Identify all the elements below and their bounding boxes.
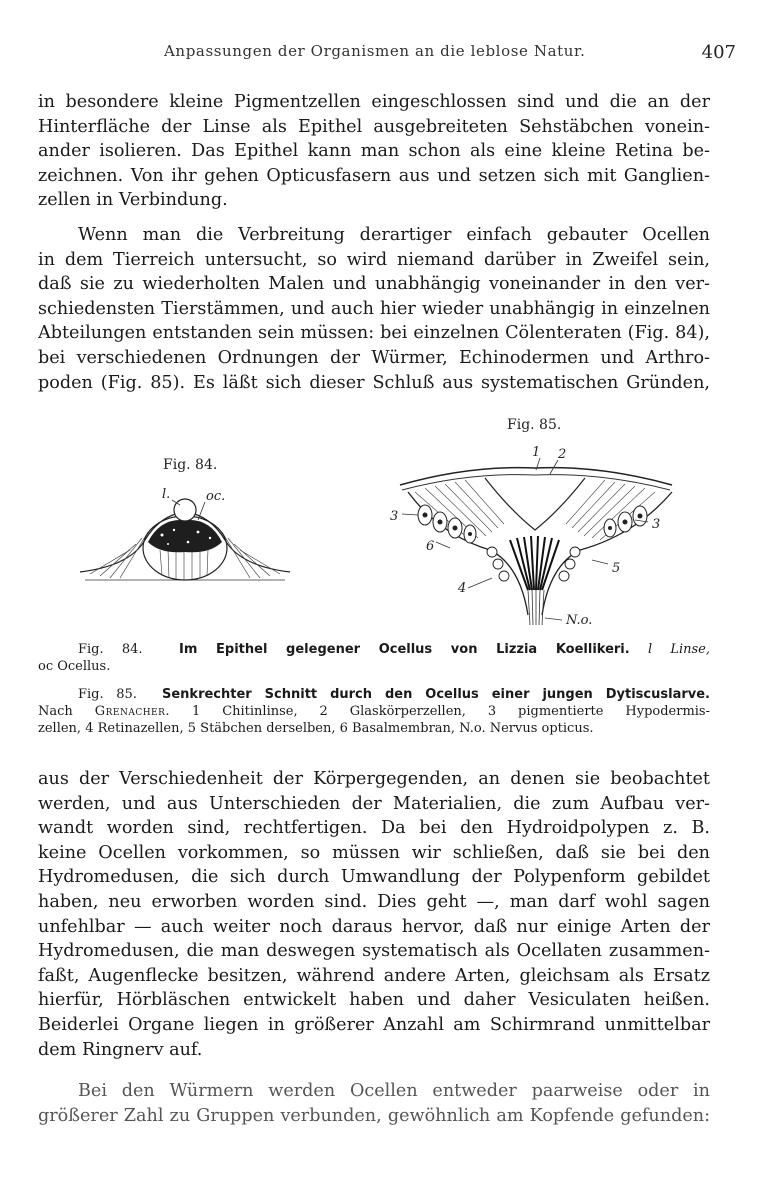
caption-nach: Nach bbox=[38, 704, 73, 719]
caption-line bbox=[38, 686, 710, 703]
caption-line bbox=[38, 703, 710, 720]
caption-title: Senkrechter Schnitt durch den Ocellus einer jungen Dytiscuslarve. bbox=[162, 687, 710, 702]
text-line: daß sie zu wiederholten Malen und unabhängig voneinander in den ver- bbox=[38, 274, 710, 295]
caption-legend: 1 Chitinlinse, 2 Glaskörperzellen, 3 pigmentierte Hypodermis- bbox=[191, 704, 710, 719]
caption-figure-85 bbox=[38, 686, 710, 737]
figure-85-label-1: 1 bbox=[532, 445, 541, 460]
text-line: ander isolieren. Das Epithel kann man schon als eine kleine Retina be- bbox=[38, 141, 710, 162]
paragraph-2 bbox=[38, 223, 710, 395]
figure-85-label-no: N.o. bbox=[566, 613, 593, 628]
text-line: Wenn man die Verbreitung derartiger einfach gebauter Ocellen bbox=[78, 225, 710, 245]
text-line: faßt, Augenflecke besitzen, während andere Arten, gleichsam als Ersatz bbox=[38, 965, 710, 986]
figure-85-label: Fig. 85. bbox=[507, 417, 562, 433]
running-header bbox=[36, 40, 736, 66]
text-line: zeichnen. Von ihr gehen Opticusfasern aus und setzen sich mit Ganglien- bbox=[38, 165, 710, 186]
paragraph-3 bbox=[38, 767, 710, 1062]
text-line: Hydromedusen, die man deswegen systematisch als Ocellaten zusammen- bbox=[38, 941, 710, 962]
text-line: bei verschiedenen Ordnungen der Würmer, Echinodermen und Arthro- bbox=[38, 347, 710, 368]
figure-84-label: Fig. 84. bbox=[163, 457, 218, 473]
figure-85-label-3-right: 3 bbox=[652, 517, 661, 532]
figure-84-ocellus-drawing bbox=[70, 480, 300, 615]
text-line: schiedensten Tierstämmen, und auch hier wieder unabhängig in einzelnen bbox=[38, 298, 710, 319]
figure-85-section-drawing bbox=[380, 440, 690, 630]
text-line: aus der Verschiedenheit der Körpergegenden, an denen sie beobachtet bbox=[38, 769, 710, 789]
caption-line bbox=[38, 641, 710, 658]
text-line: in besondere kleine Pigmentzellen eingeschlossen sind und die an der bbox=[38, 92, 710, 112]
text-line: werden, und aus Unterschieden der Materialien, die zum Aufbau ver- bbox=[38, 793, 710, 814]
figure-85-label-2: 2 bbox=[558, 447, 567, 462]
text-line: haben, neu erworben worden sind. Dies geht —, man darf wohl sagen bbox=[38, 891, 710, 912]
header-title: Anpassungen der Organismen an die leblose Natur. bbox=[164, 42, 586, 60]
text-line: Abteilungen entstanden sein müssen: bei einzelnen Cölenteraten (Fig. 84), bbox=[38, 323, 710, 344]
text-line: Hinterfläche der Linse als Epithel ausgebreiteten Sehstäbchen vonein- bbox=[38, 116, 710, 137]
text-line: poden (Fig. 85). Es läßt sich dieser Schluß aus systematischen Gründen, bbox=[38, 372, 710, 393]
figure-85-label-3-left: 3 bbox=[390, 509, 399, 524]
page-number: 407 bbox=[701, 42, 736, 63]
text-line: hierfür, Hörbläschen entwickelt haben und daher Vesiculaten heißen. bbox=[38, 990, 710, 1011]
figure-85-label-5-right: 5 bbox=[612, 561, 621, 576]
caption-prefix: Fig. 85. bbox=[78, 687, 137, 702]
text-line: keine Ocellen vorkommen, so müssen wir schließen, daß sie bei den bbox=[38, 842, 710, 863]
paragraph-4 bbox=[38, 1079, 710, 1128]
text-line: wandt worden sind, rechtfertigen. Da bei den Hydroidpolypen z. B. bbox=[38, 818, 710, 839]
caption-figure-84 bbox=[38, 641, 710, 675]
text-line: Hydromedusen, die sich durch Umwandlung der Polypenform gebildet bbox=[38, 867, 710, 888]
figure-84-label-lens: l. bbox=[162, 487, 171, 502]
text-line: Beiderlei Organe liegen in größerer Anzahl am Schirmrand unmittelbar bbox=[38, 1014, 710, 1035]
text-line: Bei den Würmern werden Ocellen entweder paarweise oder in bbox=[78, 1081, 710, 1101]
caption-title: Im Epithel gelegener Ocellus von Lizzia Koellikeri. bbox=[179, 642, 630, 657]
figure-84-label-ocellus: oc. bbox=[206, 489, 226, 504]
text-line: in dem Tierreich untersucht, so wird niemand darüber in Zweifel sein, bbox=[38, 249, 710, 270]
caption-line: zellen, 4 Retinazellen, 5 Stäbchen derselben, 6 Basalmembran, N.o. Nervus opticus. bbox=[38, 721, 594, 736]
figure-85-label-4: 4 bbox=[458, 581, 467, 596]
caption-line: oc Ocellus. bbox=[38, 659, 111, 674]
text-line: unfehlbar — auch weiter noch daraus hervor, daß nur einige Arten der bbox=[38, 916, 710, 937]
caption-author: Grenacher. bbox=[94, 704, 171, 719]
caption-prefix: Fig. 84. bbox=[78, 642, 143, 657]
figure-85-label-6: 6 bbox=[426, 539, 435, 554]
text-line: größerer Zahl zu Gruppen verbunden, gewöhnlich am Kopfende gefunden: bbox=[38, 1105, 710, 1126]
caption-rest: l Linse, bbox=[647, 642, 711, 657]
text-line: zellen in Verbindung. bbox=[38, 190, 228, 211]
text-line: dem Ringnerv auf. bbox=[38, 1039, 203, 1060]
paragraph-1 bbox=[38, 90, 710, 213]
